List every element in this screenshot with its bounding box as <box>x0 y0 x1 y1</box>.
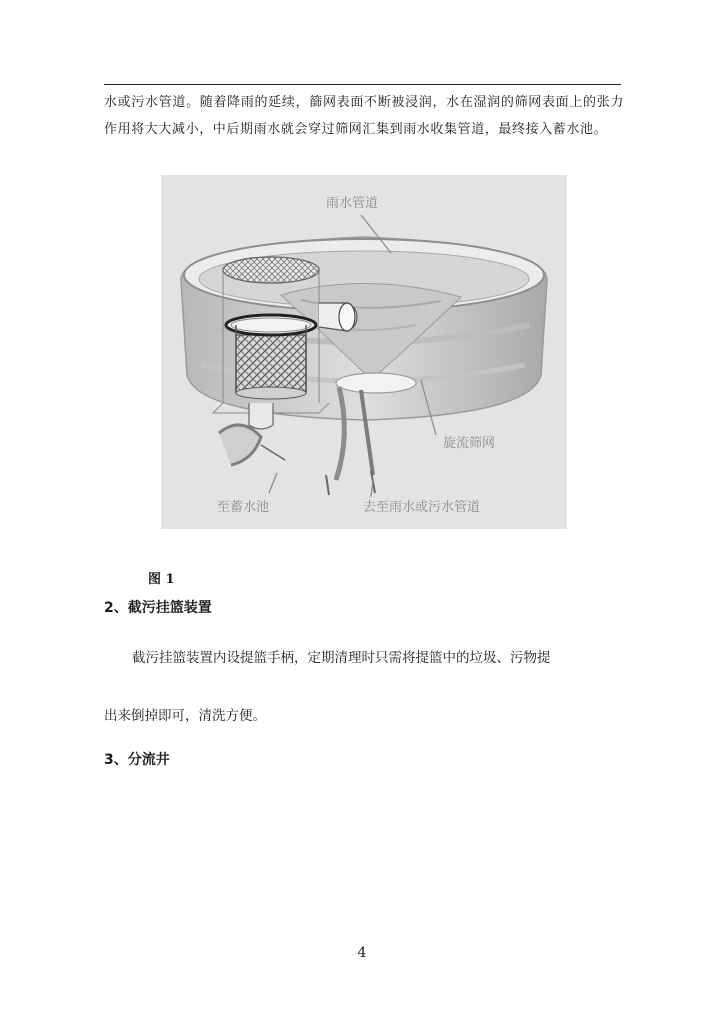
label-rain-pipe: 雨水管道 <box>326 196 379 211</box>
section-3-heading: 3、分流井 <box>104 752 170 768</box>
label-to-sewer: 去至雨水或污水管道 <box>363 500 481 515</box>
section-2-heading: 2、截污挂篮装置 <box>104 600 212 616</box>
figure-svg <box>161 175 567 529</box>
label-swirl-screen: 旋流筛网 <box>443 436 496 451</box>
figure-1-illustration <box>161 175 567 529</box>
section-2-text-line-1: 截污挂篮装置内设提篮手柄，定期清理时只需将提篮中的垃圾、污物提 <box>132 650 551 666</box>
intro-paragraph: 水或污水管道。随着降雨的延续，篩网表面不断被浸润，水在湿润的筛网表面上的张力作用将大大减小，中后期雨水就会穿过筛网汇集到雨水收集管道，最终接入蓄水池。 <box>104 95 624 137</box>
header-rule <box>104 84 621 85</box>
figure-caption: 图 1 <box>148 572 175 587</box>
label-to-pool: 至蓄水池 <box>217 500 270 515</box>
section-2-text-line-2: 出来倒掉即可，清洗方便。 <box>104 708 266 724</box>
page-number: 4 <box>357 945 367 961</box>
